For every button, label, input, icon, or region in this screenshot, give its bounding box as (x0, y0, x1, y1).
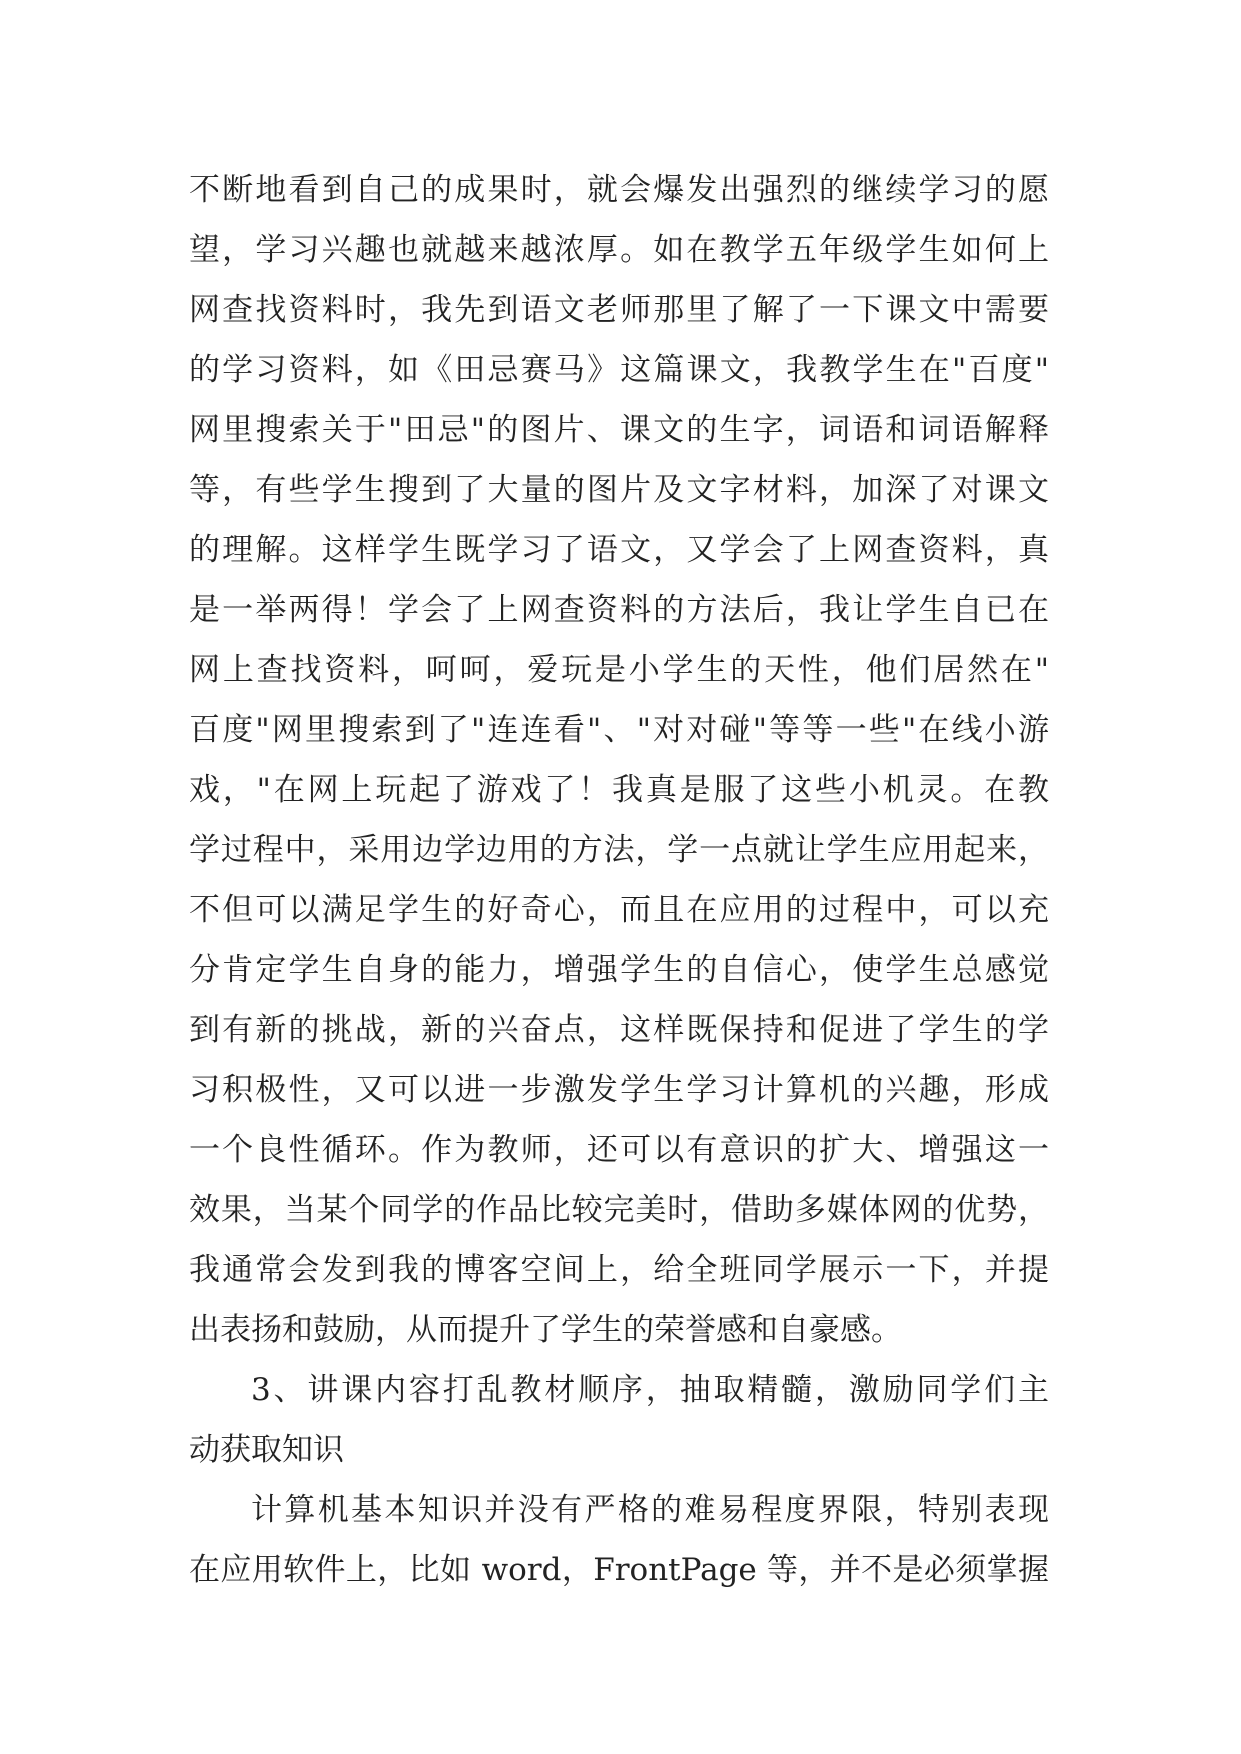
section-heading-line: 3、讲课内容打乱教材顺序，抽取精髓，激励同学们主 (251, 1372, 1049, 1408)
text-line: 等，有些学生搜到了大量的图片及文字材料，加深了对课文 (189, 472, 1049, 508)
text-line: 不断地看到自己的成果时，就会爆发出强烈的继续学习的愿 (189, 172, 1049, 208)
text-line: 望，学习兴趣也就越来越浓厚。如在教学五年级学生如何上 (189, 232, 1049, 268)
text-line: 网上查找资料，呵呵，爱玩是小学生的天性，他们居然在" (189, 652, 1049, 688)
paragraph-end-line: 出表扬和鼓励，从而提升了学生的荣誉感和自豪感。 (189, 1312, 902, 1348)
text-line: 效果，当某个同学的作品比较完美时，借助多媒体网的优势， (189, 1192, 1049, 1228)
body-text (189, 160, 1049, 1600)
text-line: 习积极性，又可以进一步激发学生学习计算机的兴趣，形成 (189, 1072, 1049, 1108)
text-line: 网里搜索关于"田忌"的图片、课文的生字，词语和词语解释 (189, 412, 1049, 448)
text-line: 不但可以满足学生的好奇心，而且在应用的过程中，可以充 (189, 892, 1049, 928)
text-line: 一个良性循环。作为教师，还可以有意识的扩大、增强这一 (189, 1132, 1049, 1168)
text-line: 百度"网里搜索到了"连连看"、"对对碰"等等一些"在线小游 (189, 712, 1049, 748)
text-line: 到有新的挑战，新的兴奋点，这样既保持和促进了学生的学 (189, 1012, 1049, 1048)
text-line: 的理解。这样学生既学习了语文，又学会了上网查资料，真 (189, 532, 1049, 568)
text-line: 学过程中，采用边学边用的方法，学一点就让学生应用起来， (189, 832, 1049, 868)
text-line: 戏，"在网上玩起了游戏了！我真是服了这些小机灵。在教 (189, 772, 1049, 808)
section-heading-end-line: 动获取知识 (189, 1432, 344, 1468)
text-line: 网查找资料时，我先到语文老师那里了解了一下课文中需要 (189, 292, 1049, 328)
text-line: 是一举两得！学会了上网查资料的方法后，我让学生自已在 (189, 592, 1049, 628)
text-line: 计算机基本知识并没有严格的难易程度界限，特别表现 (251, 1492, 1049, 1528)
text-line: 的学习资料，如《田忌赛马》这篇课文，我教学生在"百度" (189, 352, 1049, 388)
text-line: 在应用软件上，比如 word，FrontPage 等，并不是必须掌握 (189, 1552, 1049, 1588)
text-line: 分肯定学生自身的能力，增强学生的自信心，使学生总感觉 (189, 952, 1049, 988)
text-line: 我通常会发到我的博客空间上，给全班同学展示一下，并提 (189, 1252, 1049, 1288)
